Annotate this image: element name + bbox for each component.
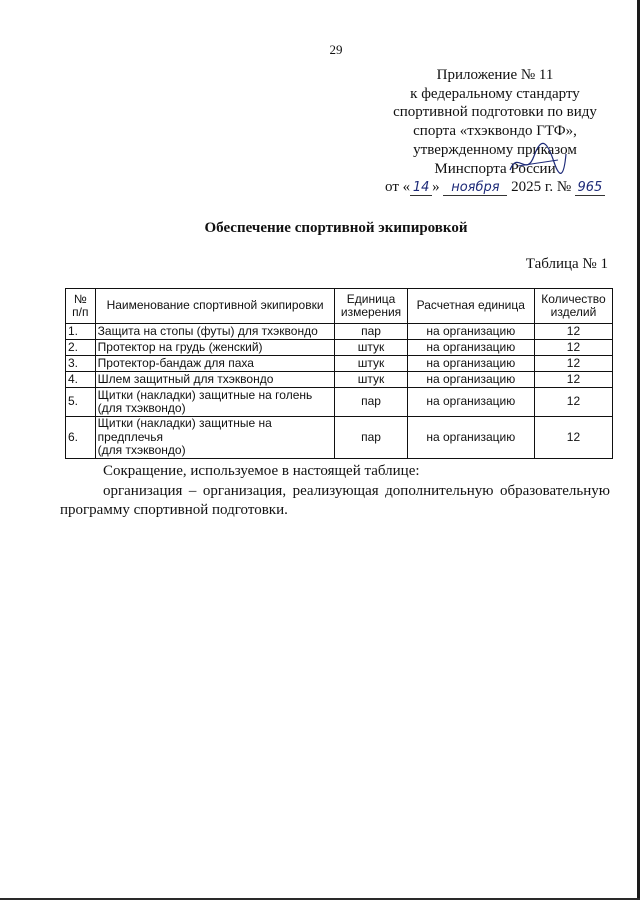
cell-name: Защита на стопы (футы) для тхэквондо xyxy=(95,324,335,340)
cell-calc: на организацию xyxy=(407,417,534,459)
cell-name-line: Щитки (накладки) защитные на предплечья xyxy=(97,416,272,444)
cell-calc: на организацию xyxy=(407,388,534,417)
table-row xyxy=(66,324,613,340)
table-row xyxy=(66,356,613,372)
cell-unit: штук xyxy=(335,340,407,356)
cell-calc: на организацию xyxy=(407,324,534,340)
appendix-block xyxy=(360,66,630,197)
cell-num: 4. xyxy=(66,372,96,388)
appendix-line: к федеральному стандарту xyxy=(410,85,580,102)
cell-qty: 12 xyxy=(534,388,612,417)
cell-num: 2. xyxy=(66,340,96,356)
cell-name: Протектор-бандаж для паха xyxy=(95,356,335,372)
order-year: 2025 г. № xyxy=(507,179,575,196)
note-definition: организация – организация, реализующая дополнительную образовательную программу спортивной подготовки. xyxy=(60,482,610,518)
cell-qty: 12 xyxy=(534,372,612,388)
table-header-row xyxy=(66,289,613,324)
cell-calc: на организацию xyxy=(407,340,534,356)
appendix-line: Минспорта России xyxy=(434,160,556,177)
cell-name: Шлем защитный для тхэквондо xyxy=(95,372,335,388)
cell-name-line: (для тхэквондо) xyxy=(97,443,186,457)
cell-unit: пар xyxy=(335,324,407,340)
header-num: № п/п xyxy=(66,289,96,324)
cell-num: 3. xyxy=(66,356,96,372)
cell-qty: 12 xyxy=(534,356,612,372)
cell-calc: на организацию xyxy=(407,372,534,388)
appendix-line: Приложение № 11 xyxy=(436,67,554,83)
cell-num: 6. xyxy=(66,417,96,459)
handwritten-day: 14 xyxy=(410,181,432,196)
table-row xyxy=(66,388,613,417)
cell-qty: 12 xyxy=(534,417,612,459)
page-number: 29 xyxy=(329,42,343,57)
note-intro: Сокращение, используемое в настоящей таблице: xyxy=(103,463,420,479)
appendix-line: спорта «тхэквондо ГТФ», xyxy=(413,123,577,140)
note-block xyxy=(60,462,610,521)
appendix-line: утвержденному приказом xyxy=(413,141,577,158)
appendix-line: спортивной подготовки по виду xyxy=(393,104,597,121)
cell-name xyxy=(95,417,335,459)
cell-name: Протектор на грудь (женский) xyxy=(95,340,335,356)
cell-num: 5. xyxy=(66,388,96,417)
cell-unit: пар xyxy=(335,417,407,459)
order-prefix: от « xyxy=(385,179,411,196)
handwritten-number: 965 xyxy=(575,181,605,196)
order-date-line xyxy=(360,178,630,197)
table-label: Таблица № 1 xyxy=(525,256,608,272)
header-calc: Расчетная единица xyxy=(407,289,534,324)
order-mid: » xyxy=(432,179,444,196)
header-qty: Количество изделий xyxy=(534,289,612,324)
cell-name-line: Щитки (накладки) защитные на голень xyxy=(97,387,313,402)
cell-name-line: (для тхэквондо) xyxy=(97,401,186,415)
cell-unit: штук xyxy=(335,356,407,372)
handwritten-month: ноября xyxy=(443,181,507,196)
header-name: Наименование спортивной экипировки xyxy=(95,289,335,324)
section-title: Обеспечение спортивной экипировкой xyxy=(204,220,468,236)
cell-qty: 12 xyxy=(534,340,612,356)
cell-calc: на организацию xyxy=(407,356,534,372)
cell-unit: штук xyxy=(335,372,407,388)
header-unit: Единица измерения xyxy=(335,289,407,324)
cell-num: 1. xyxy=(66,324,96,340)
cell-qty: 12 xyxy=(534,324,612,340)
table-row xyxy=(66,340,613,356)
table-row xyxy=(66,417,613,459)
cell-unit: пар xyxy=(335,388,407,417)
cell-name xyxy=(95,388,335,417)
equipment-table xyxy=(65,288,613,459)
table-row xyxy=(66,372,613,388)
